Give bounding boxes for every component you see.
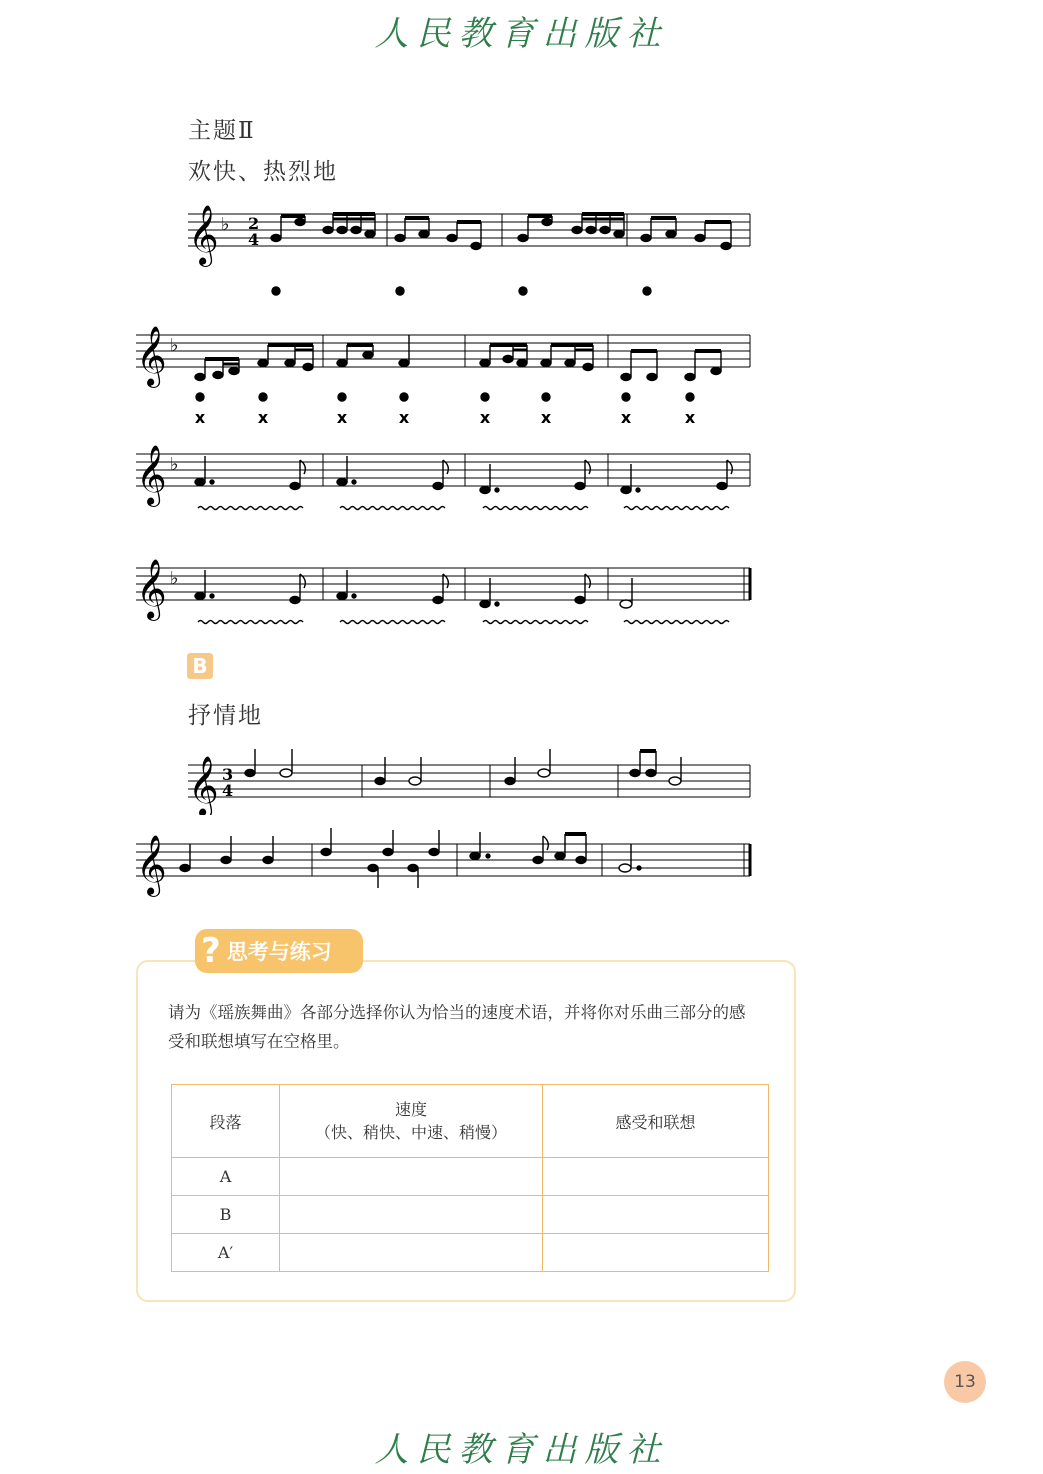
svg-text:x: x — [257, 408, 269, 427]
exercise-instruction: 请为《瑶族舞曲》各部分选择你认为恰当的速度术语，并将你对乐曲三部分的感受和联想填写在空格里。 — [168, 1003, 746, 1051]
music-staff-6 — [130, 820, 760, 900]
exercise-tab-label: 思考与练习 — [226, 940, 332, 964]
theme-tempo-marking: 欢快、热烈地 — [188, 159, 338, 185]
flat-icon: ♭ — [170, 568, 179, 589]
table-row — [172, 1196, 769, 1234]
cell-section: B — [172, 1196, 280, 1234]
flat-icon: ♭ — [170, 335, 179, 356]
treble-clef-icon: 𝄞 — [188, 756, 219, 815]
column-header-section: 段落 — [172, 1085, 280, 1158]
cell-feeling[interactable] — [543, 1158, 769, 1196]
music-staff-4 — [130, 546, 760, 631]
svg-text:x: x — [194, 408, 206, 427]
cell-tempo[interactable] — [280, 1158, 543, 1196]
publisher-footer: 人民教育出版社 — [374, 1430, 669, 1470]
music-staff-2 — [130, 315, 760, 430]
exercise-tab — [195, 929, 363, 973]
svg-text:x: x — [540, 408, 552, 427]
question-icon: ? — [201, 931, 221, 971]
section-b-tempo-marking: 抒情地 — [188, 703, 263, 729]
flat-icon: ♭ — [170, 454, 179, 475]
flat-icon: ♭ — [221, 214, 230, 235]
treble-clef-icon: 𝄞 — [136, 559, 167, 619]
cell-section: A — [172, 1158, 280, 1196]
tempo-table — [171, 1084, 769, 1272]
music-staff-1 — [130, 200, 760, 300]
svg-text:x: x — [479, 408, 491, 427]
theme-title: 主题Ⅱ — [188, 118, 256, 144]
time-sig-top: 3 — [222, 765, 234, 784]
table-header-row — [172, 1085, 769, 1158]
time-sig-bottom: 4 — [222, 781, 234, 800]
column-header-feeling: 感受和联想 — [543, 1085, 769, 1158]
treble-clef-icon: 𝄞 — [188, 205, 219, 265]
cell-tempo[interactable] — [280, 1196, 543, 1234]
treble-clef-icon: 𝄞 — [136, 445, 167, 505]
table-row — [172, 1234, 769, 1272]
svg-text:x: x — [620, 408, 632, 427]
section-b-badge: B — [187, 653, 213, 679]
column-header-tempo: 速度 （快、稍快、中速、稍慢） — [280, 1085, 543, 1158]
publisher-header: 人民教育出版社 — [374, 14, 669, 54]
svg-text:x: x — [398, 408, 410, 427]
cell-tempo[interactable] — [280, 1234, 543, 1272]
cell-section: A′ — [172, 1234, 280, 1272]
music-staff-5 — [130, 745, 760, 815]
page-number: 13 — [944, 1361, 986, 1403]
treble-clef-icon: 𝄞 — [136, 326, 167, 386]
time-sig-bottom: 4 — [248, 230, 260, 249]
cell-feeling[interactable] — [543, 1234, 769, 1272]
cell-feeling[interactable] — [543, 1196, 769, 1234]
music-staff-3 — [130, 432, 760, 517]
treble-clef-icon: 𝄞 — [136, 835, 167, 895]
time-sig-top: 2 — [248, 214, 260, 233]
svg-text:x: x — [336, 408, 348, 427]
svg-text:x: x — [684, 408, 696, 427]
table-row — [172, 1158, 769, 1196]
